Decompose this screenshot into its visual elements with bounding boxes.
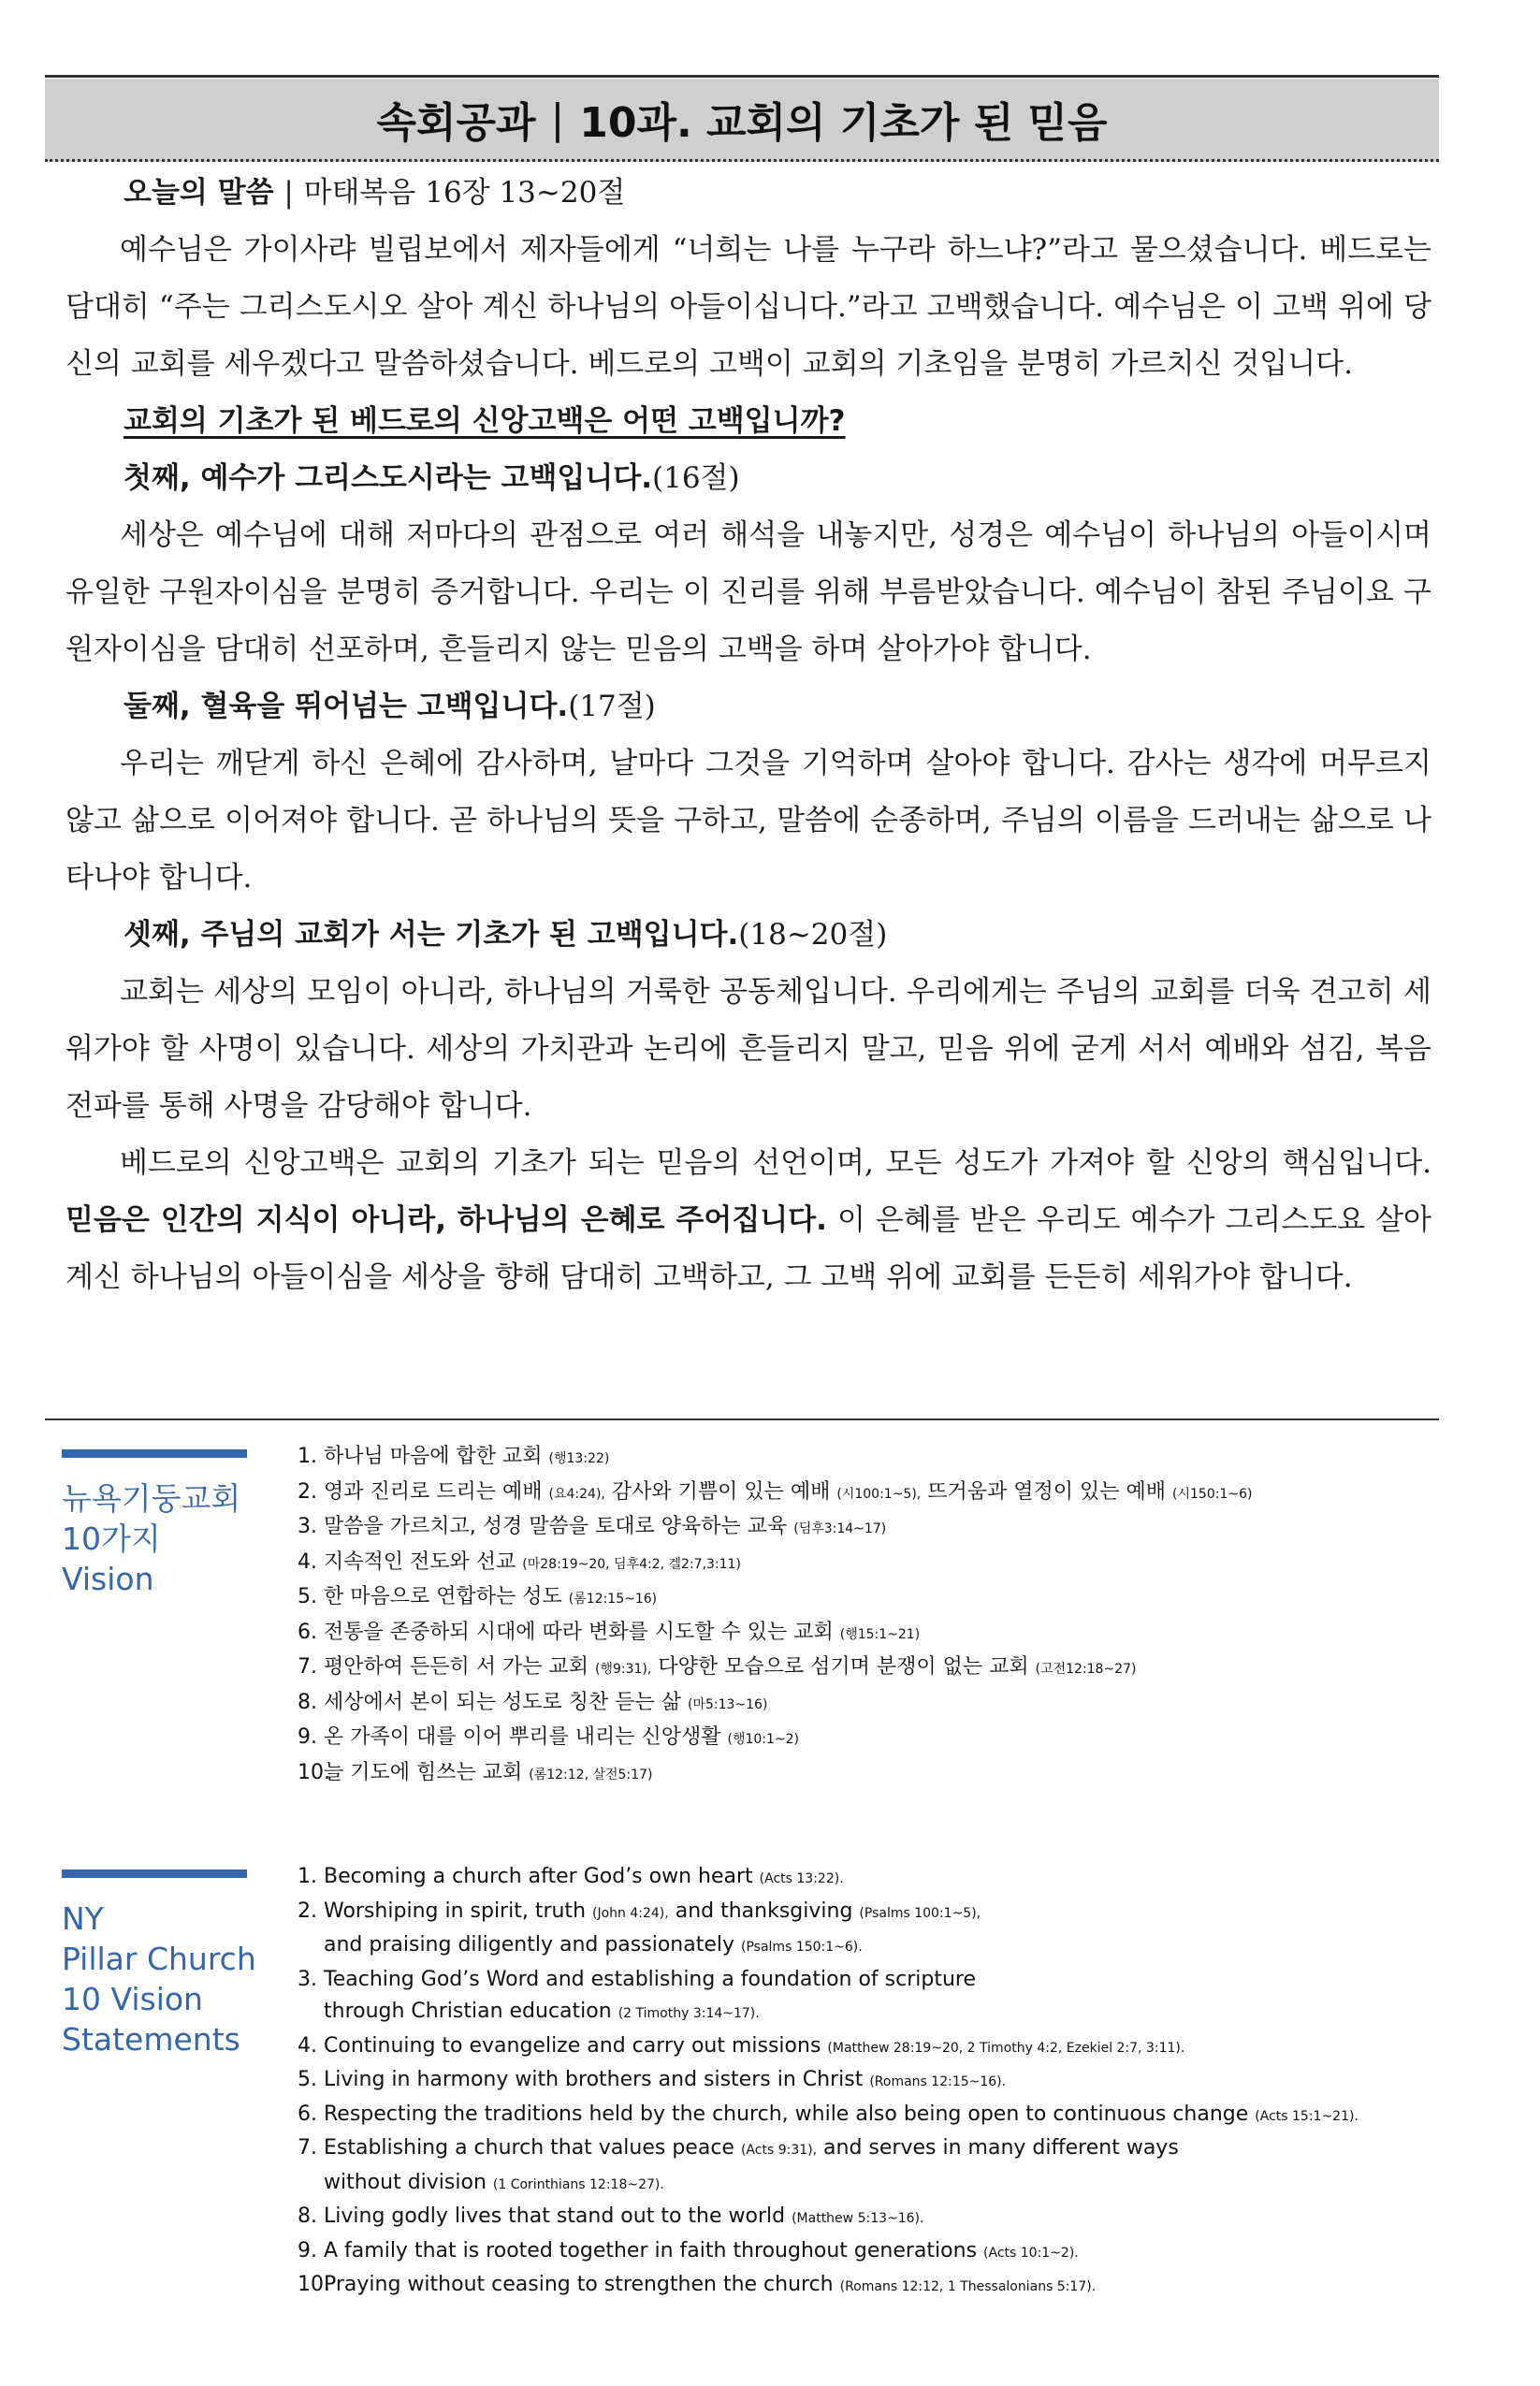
series-label: 속회공과 (376, 99, 536, 147)
list-item: 2. 영과 진리로 드리는 예배 (요4:24), 감사와 기쁨이 있는 예배 (시100:1~5), 뜨거움과 열정이 있는 예배 (시150:1~6) (298, 1479, 1253, 1504)
question-line (65, 393, 1431, 450)
list-item: 9. 온 가족이 대를 이어 뿌리를 내리는 신앙생활 (행10:1~2) (298, 1725, 800, 1749)
vision-en-title-line: 10 Vision (62, 1981, 203, 2017)
intro-paragraph: 예수님은 가이사랴 빌립보에서 제자들에게 “너희는 나를 누구라 하느냐?”라고 물으셨습니다. 베드로는 담대히 “주는 그리스도시오 살아 계신 하나님의 아들이십니다.”라고 고백했습니다. 예수님은 이 고백 위에 당신의 교회를 세우겠다고 말씀하셨습니다. 베드로의 고백이 교회의 기초임을 분명히 가르치신 것입니다. (65, 233, 1431, 381)
conclusion-emphasis: 믿음은 인간의 지식이 아니라, 하나님의 은혜로 주어집니다. (65, 1203, 827, 1237)
conclusion-text: 베드로의 신앙고백은 교회의 기초가 되는 믿음의 선언이며, 모든 성도가 가져야 할 신앙의 핵심입니다. (120, 1146, 1431, 1180)
list-item: 1. 하나님 마음에 합한 교회 (행13:22) (298, 1445, 610, 1468)
point-body: 우리는 깨닫게 하신 은혜에 감사하며, 날마다 그것을 기억하며 살아야 합니다. 감사는 생각에 머무르지 않고 삶으로 이어져야 합니다. 곧 하나님의 뜻을 구하고, 말씀에 순종하며, 주님의 이름을 드러내는 삶으로 나타나야 합니다. (65, 747, 1431, 895)
point-heading (65, 450, 1431, 507)
accent-bar (62, 1870, 247, 1878)
vision-en-title-line: Statements (62, 2021, 240, 2058)
list-item: 6. Respecting the traditions held by the church, while also being open to continuous change (Acts 15:1~21). (298, 2102, 1358, 2126)
lesson-title-bar (45, 79, 1439, 162)
list-item: 4. 지속적인 전도와 선교 (마28:19~20, 딤후4:2, 겔2:7,3:11) (298, 1549, 741, 1574)
point-title: 셋째, 주님의 교회가 서는 기초가 된 고백입니다. (123, 918, 739, 952)
list-item: 8. 세상에서 본이 되는 성도로 칭찬 듣는 삶 (마5:13~16) (298, 1690, 768, 1714)
point-ref: (18~20절) (738, 918, 888, 952)
vision-en-list (298, 1861, 1358, 2304)
scripture-ref: 마태복음 16장 13~20절 (303, 176, 626, 210)
list-item: 1. Becoming a church after God’s own heart (Acts 13:22). (298, 1865, 844, 1888)
list-item: 3. Teaching God’s Word and establishing a foundation of scripture through Christian education (2 Timothy 3:14~17). (298, 1967, 977, 2023)
lesson-body (65, 165, 1431, 1306)
list-item: 10.Praying without ceasing to strengthen the church (Romans 12:12, 1 Thessalonians 5:17). (298, 2273, 1097, 2296)
list-item: 4. Continuing to evangelize and carry out missions (Matthew 28:19~20, 2 Timothy 4:2, Ezekiel 2:7, 3:11). (298, 2033, 1185, 2058)
list-item: 9. A family that is rooted together in faith throughout generations (Acts 10:1~2). (298, 2238, 1079, 2262)
list-item: 2. Worshiping in spirit, truth (John 4:24), and thanksgiving (Psalms 100:1~5), and praising diligently and passionately (Psalms 150:1~6). (298, 1899, 981, 1957)
vision-en-title-line: NY (62, 1900, 104, 1937)
vision-ko-title-line: 뉴욕기둥교회 (62, 1480, 241, 1517)
point-ref: (16절) (652, 461, 740, 495)
scripture-line (65, 165, 1431, 222)
point-title: 첫째, 예수가 그리스도시라는 고백입니다. (123, 461, 653, 495)
list-item: 5. Living in harmony with brothers and sisters in Christ (Romans 12:15~16). (298, 2068, 1007, 2091)
list-item: 10.늘 기도에 힘쓰는 교회 (롬12:12, 살전5:17) (298, 1760, 653, 1784)
scripture-separator: | (283, 176, 294, 210)
lesson-title: 10과. 교회의 기초가 된 믿음 (579, 99, 1108, 147)
scripture-label: 오늘의 말씀 (123, 176, 274, 210)
list-item: 5. 한 마음으로 연합하는 성도 (롬12:15~16) (298, 1585, 658, 1608)
list-item: 8. Living godly lives that stand out to the world (Matthew 5:13~16). (298, 2204, 924, 2228)
point-heading (65, 678, 1431, 735)
vision-ko-title-line: 10가지 (62, 1520, 161, 1557)
section-divider (45, 1419, 1439, 1420)
list-item: 3. 말씀을 가르치고, 성경 말씀을 토대로 양육하는 교육 (딤후3:14~17) (298, 1515, 887, 1538)
title-separator: | (550, 95, 565, 143)
vision-ko-list (298, 1439, 1252, 1790)
list-item: 7. Establishing a church that values peace (Acts 9:31), and serves in many different ways without division (1 Corinthians 12:18~27). (298, 2136, 1179, 2194)
vision-ko-title-line: Vision (62, 1561, 154, 1597)
point-heading (65, 907, 1431, 964)
point-ref: (17절) (568, 690, 656, 723)
point-body: 세상은 예수님에 대해 저마다의 관점으로 여러 해석을 내놓지만, 성경은 예수님이 하나님의 아들이시며 유일한 구원자이심을 분명히 증거합니다. 우리는 이 진리를 위해 부름받았습니다. 예수님이 참된 주님이요 구원자이심을 담대히 선포하며, 흔들리지 않는 믿음의 고백을 하며 살아가야 합니다. (65, 518, 1431, 666)
top-rule (45, 75, 1439, 78)
accent-bar (62, 1449, 247, 1458)
question-heading: 교회의 기초가 된 베드로의 신앙고백은 어떤 고백입니까? (123, 404, 846, 438)
list-item: 6. 전통을 존중하되 시대에 따라 변화를 시도할 수 있는 교회 (행15:1~21) (298, 1620, 921, 1644)
conclusion-text: 이 은혜를 받은 우리도 예수가 그리스도요 살아 계신 하나님의 아들이심을 세상을 향해 담대히 고백하고, 그 고백 위에 교회를 든든히 세워가야 합니다. (65, 1203, 1431, 1294)
vision-ko-heading (62, 1449, 247, 1599)
point-body: 교회는 세상의 모임이 아니라, 하나님의 거룩한 공동체입니다. 우리에게는 주님의 교회를 더욱 견고히 세워가야 할 사명이 있습니다. 세상의 가치관과 논리에 흔들리지 말고, 믿음 위에 굳게 서서 예배와 섬김, 복음 전파를 통해 사명을 감당해야 합니다. (65, 975, 1431, 1123)
vision-en-title-line: Pillar Church (62, 1941, 256, 1977)
list-item: 7. 평안하여 든든히 서 가는 교회 (행9:31), 다양한 모습으로 섬기며 분쟁이 없는 교회 (고전12:18~27) (298, 1655, 1137, 1679)
conclusion-paragraph (65, 1135, 1431, 1306)
vision-en-heading (62, 1870, 256, 2059)
point-title: 둘째, 혈육을 뛰어넘는 고백입니다. (123, 690, 569, 723)
